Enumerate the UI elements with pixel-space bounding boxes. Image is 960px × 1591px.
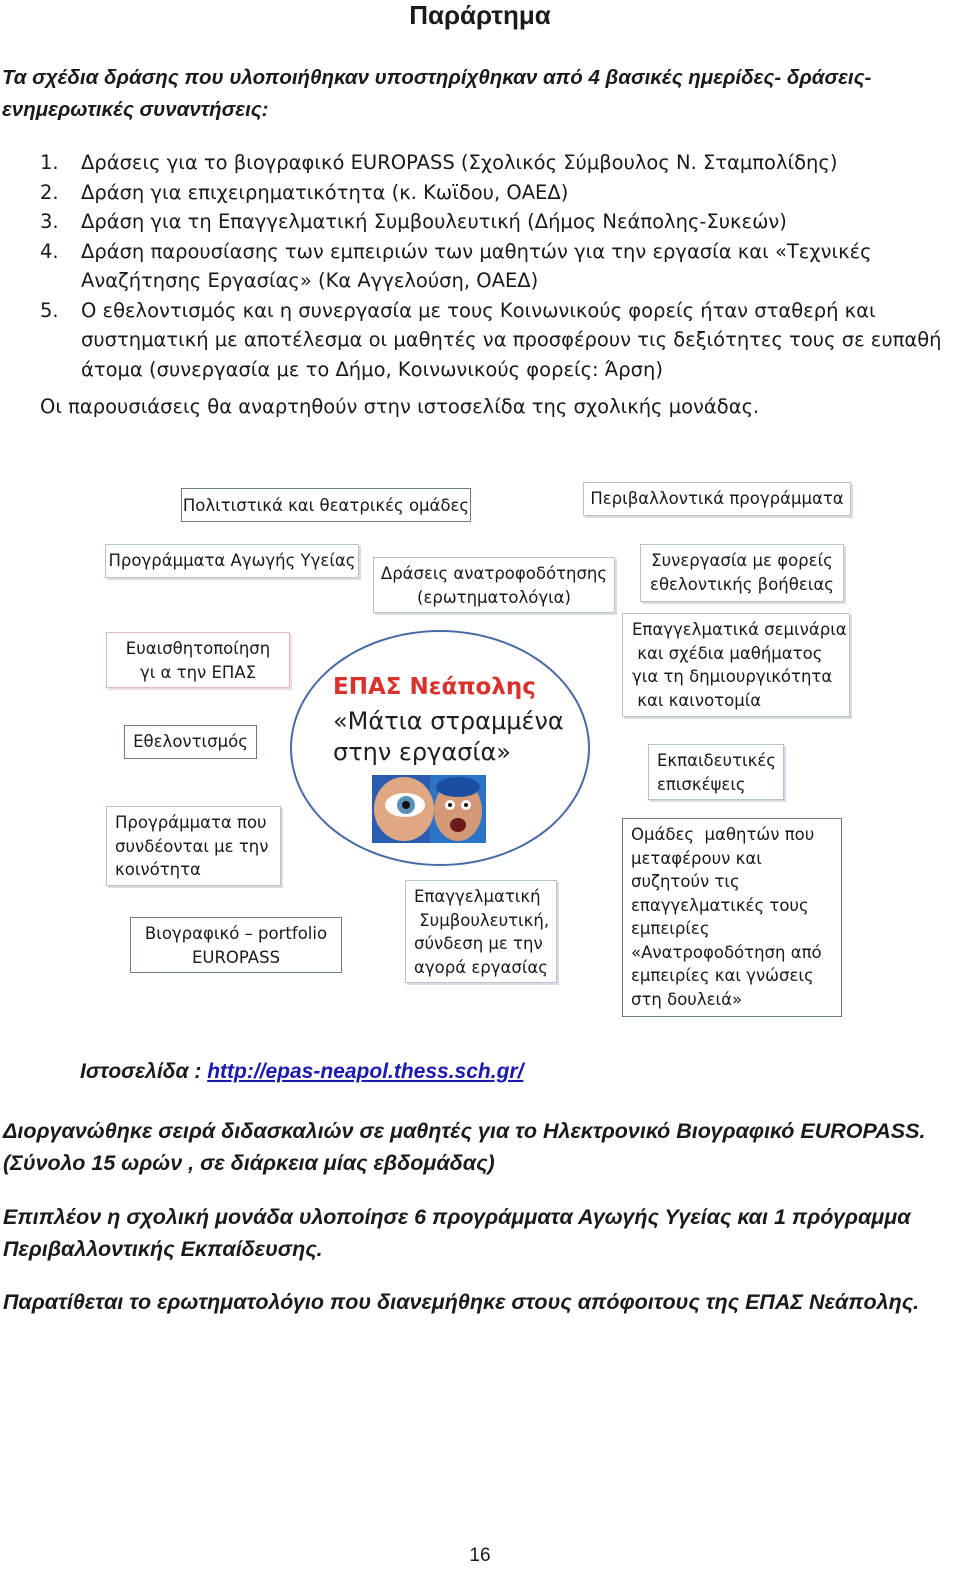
paragraph-programs: Επιπλέον η σχολική μονάδα υλοποίησε 6 προγράμματα Αγωγής Υγείας και 1 πρόγραμμα Περιβαλλοντικής Εκπαίδευσης. — [3, 1205, 911, 1261]
box-health-programs — [105, 544, 359, 578]
box-line: Δράσεις ανατροφοδότησης — [380, 564, 608, 583]
box-line: γι α την ΕΠΑΣ — [139, 662, 257, 682]
box-line: Προγράμματα που — [115, 813, 267, 832]
box-line: επαγγελματικές τους — [631, 895, 809, 915]
box-career-counseling — [405, 880, 557, 983]
motto-line: «Μάτια στραμμένα — [333, 707, 564, 735]
list-item — [40, 296, 960, 385]
list-item-text: Δράση για επιχειρηματικότητα (κ. Κωϊδου, ΟΑΕΔ) — [81, 180, 569, 204]
outro-text: Οι παρουσιάσεις θα αναρτηθούν στην ιστοσελίδα της σχολικής μονάδας. — [40, 395, 760, 418]
box-line: Ευαισθητοποίηση — [125, 639, 271, 658]
box-europass-portfolio — [130, 917, 342, 973]
website-link[interactable]: http://epas-neapol.thess.sch.gr/ — [207, 1060, 524, 1083]
box-line: Συμβουλευτική, — [414, 910, 550, 930]
box-awareness — [106, 632, 290, 688]
school-motto — [333, 706, 564, 768]
box-line: Πολιτιστικά και θεατρικές ομάδες — [182, 496, 470, 515]
box-feedback-actions — [373, 557, 615, 613]
box-line: Ομάδες μαθητών που — [631, 825, 815, 844]
box-line: Επαγγελματική — [414, 887, 541, 906]
list-number: 1. — [40, 151, 59, 174]
motto-line: στην εργασία» — [333, 738, 511, 766]
box-line: (ερωτηματολόγια) — [417, 587, 571, 607]
list-number: 2. — [40, 180, 59, 204]
paragraph-europass: Διοργανώθηκε σειρά διδασκαλιών σε μαθητές για το Ηλεκτρονικό Βιογραφικό EUROPASS. (Σύνολο 15 ωρών , σε διάρκεια μίας εβδομάδας) — [3, 1119, 926, 1175]
box-line: «Ανατροφοδότηση από — [631, 942, 822, 962]
box-line: Βιογραφικό – portfolio — [144, 924, 328, 943]
box-line: εθελοντικής βοήθειας — [650, 574, 834, 594]
list-item-text: Δράση παρουσίασης των εμπειριών των μαθητών για την εργασία και «Τεχνικές Αναζήτησης Εργασίας» (Κα Αγγελούση, ΟΑΕΔ) — [81, 239, 872, 292]
box-line: EUROPASS — [191, 947, 281, 967]
box-student-groups — [622, 818, 842, 1017]
box-community-programs — [106, 806, 281, 886]
website-label: Ιστοσελίδα : — [80, 1060, 208, 1083]
box-line: για τη δημιουργικότητα — [632, 667, 833, 686]
page-number: 16 — [469, 1545, 491, 1566]
box-line: και σχέδια μαθήματος — [632, 643, 823, 663]
intro-text: Τα σχέδια δράσης που υλοποιήθηκαν υποστηρίχθηκαν από 4 βασικές ημερίδες- δράσεις- ενημερωτικές συναντήσεις: — [2, 66, 872, 121]
actions-list — [40, 148, 960, 384]
box-seminars — [622, 613, 850, 717]
box-environmental-programs — [583, 482, 851, 516]
box-educational-visits — [648, 744, 784, 800]
box-line: εμπειρίες — [631, 919, 710, 938]
list-item-text: Ο εθελοντισμός και η συνεργασία με τους Κοινωνικούς φορείς ήταν σταθερή και συστηματική με αποτέλεσμα οι μαθητές να προσφέρουν τις δεξιότητες τους σε ευπαθή άτομα (συνεργασία με το Δήμο, Κοινωνικούς φορείς: Άρση) — [81, 298, 942, 381]
box-line: στη δουλειά» — [631, 989, 743, 1009]
box-volunteer-cooperation — [640, 544, 844, 602]
box-cultural-groups — [181, 488, 471, 522]
list-item — [40, 178, 960, 208]
box-line: εμπειρίες και γνώσεις — [631, 966, 814, 985]
paragraph-questionnaire: Παρατίθεται το ερωτηματολόγιο που διανεμήθηκε στους απόφοιτους της ΕΠΑΣ Νεάπολης. — [3, 1290, 920, 1314]
box-line: και καινοτομία — [632, 690, 762, 710]
box-line: Συνεργασία με φορείς — [651, 551, 833, 570]
list-number: 3. — [40, 210, 59, 233]
box-line: επισκέψεις — [657, 774, 746, 794]
box-line: συζητούν τις — [631, 872, 740, 891]
box-line: Εθελοντισμός — [133, 732, 248, 751]
list-item-text: Δράση για τη Επαγγελματική Συμβουλευτική (Δήμος Νεάπολης-Συκεών) — [81, 210, 787, 233]
box-line: σύνδεση με την — [414, 934, 543, 953]
list-number: 5. — [40, 298, 59, 322]
list-number: 4. — [40, 239, 59, 263]
box-line: Προγράμματα Αγωγής Υγείας — [108, 551, 356, 570]
eyes-photo-icon — [372, 775, 486, 843]
list-item — [40, 207, 960, 237]
box-line: κοινότητα — [115, 860, 201, 879]
page-title: Παράρτημα — [409, 0, 551, 30]
box-line: αγορά εργασίας — [414, 957, 548, 977]
box-line: Επαγγελματικά σεμινάρια — [632, 620, 847, 639]
box-line: μεταφέρουν και — [631, 848, 762, 868]
box-volunteering — [124, 725, 257, 759]
website-line — [80, 1060, 523, 1084]
box-line: Περιβαλλοντικά προγράμματα — [590, 489, 844, 508]
box-line: συνδέονται με την — [115, 836, 269, 856]
list-item — [40, 148, 960, 178]
school-name: ΕΠΑΣ Νεάπολης — [333, 674, 536, 700]
list-item — [40, 237, 960, 296]
box-line: Εκπαιδευτικές — [657, 751, 776, 770]
list-item-text: Δράσεις για το βιογραφικό EUROPASS (Σχολικός Σύμβουλος Ν. Σταμπολίδης) — [81, 151, 838, 174]
